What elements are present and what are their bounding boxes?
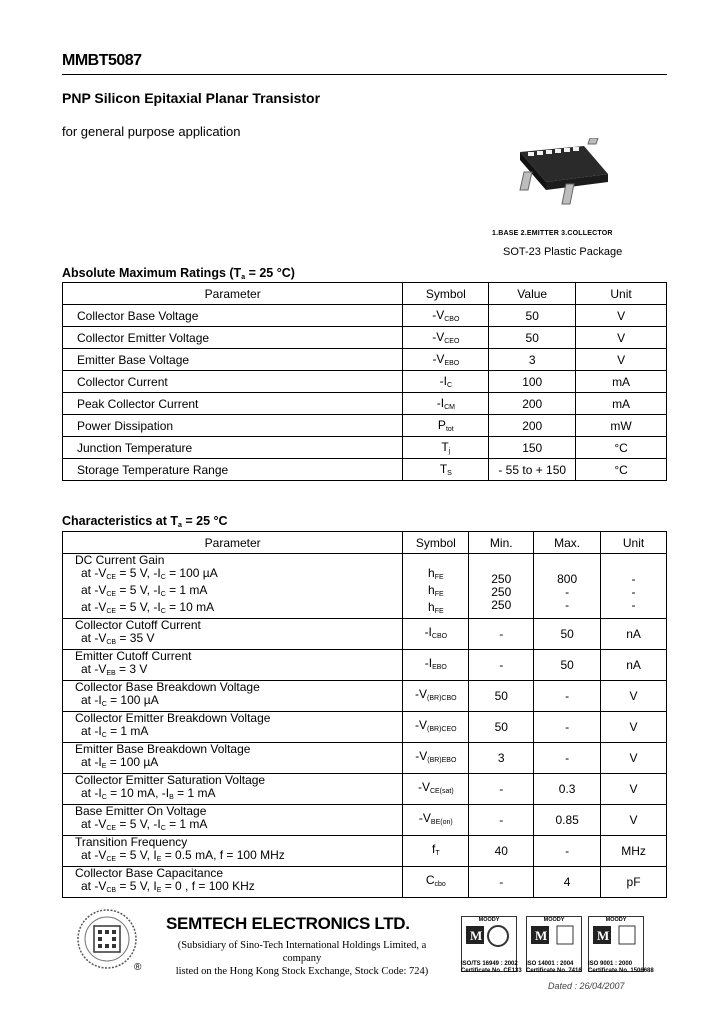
table-row <box>63 743 667 774</box>
max-cell: 4 <box>534 867 601 898</box>
parameter-cell <box>63 774 403 805</box>
iso-9001-cert-badge: MOODY M <box>588 916 644 972</box>
unit-cell: mW <box>576 415 667 437</box>
table-row <box>63 681 667 712</box>
max-cell: 50 <box>534 650 601 681</box>
symbol-cell: $C_{cbo}$ <box>403 867 469 898</box>
column-header: Max. <box>534 532 601 554</box>
value-cell: 150 <box>489 437 576 459</box>
parameter-cell <box>63 619 403 650</box>
table-row <box>63 327 667 349</box>
unit-cell: V <box>576 305 667 327</box>
parameter-label: Collector Base Breakdown Voltage <box>75 680 260 694</box>
header-rule <box>62 74 667 75</box>
symbol-cell: $f_T$ <box>403 836 469 867</box>
table-row <box>63 459 667 481</box>
parameter-label: Transition Frequency <box>75 835 188 849</box>
parameter-cell: Peak Collector Current <box>63 393 403 415</box>
unit-cell: nA <box>601 619 667 650</box>
unit-cell: V <box>601 774 667 805</box>
unit-cell: - - - <box>601 554 667 619</box>
symbol-cell: $-V_{CE(sat)}$ <box>403 774 469 805</box>
min-cell: - <box>469 650 534 681</box>
symbol-cell: $-V_{CEO}$ <box>403 327 489 349</box>
parameter-cell <box>63 681 403 712</box>
device-subtitle: PNP Silicon Epitaxial Planar Transistor <box>62 90 321 106</box>
condition-text: at $-V_{CE} = 5$ V, $-I_C = 10$ mA <box>81 600 215 615</box>
symbol-cell: $P_{tot}$ <box>403 415 489 437</box>
max-cell: 50 <box>534 619 601 650</box>
value-cell: 200 <box>489 415 576 437</box>
unit-cell: V <box>601 712 667 743</box>
sot23-package-image <box>510 138 620 218</box>
parameter-cell <box>63 712 403 743</box>
parameter-label: Base Emitter On Voltage <box>75 804 207 818</box>
min-cell: 50 <box>469 681 534 712</box>
unit-cell: V <box>601 805 667 836</box>
max-cell: - <box>534 836 601 867</box>
max-cell: 800 - - <box>534 554 601 619</box>
symbol-cell: $-V_{(BR)EBO}$ <box>403 743 469 774</box>
svg-text:M: M <box>470 928 483 943</box>
application-text: for general purpose application <box>62 124 241 139</box>
value-cell: 100 <box>489 371 576 393</box>
value-cell: - 55 to + 150 <box>489 459 576 481</box>
cert-caption: ISO 9001 : 2000 Certificate No. 1506688 <box>588 961 654 974</box>
column-header: Symbol <box>403 532 469 554</box>
condition-text: at $-V_{CE} = 5$ V, $-I_C = 100$ µA <box>81 566 218 581</box>
table-row <box>63 371 667 393</box>
condition-text: at $-V_{CE} = 5$ V, $I_E = 0.5$ mA, f = 100 MHz <box>81 848 285 863</box>
symbol-cell: $T_S$ <box>403 459 489 481</box>
unit-cell: V <box>576 349 667 371</box>
parameter-label: Collector Base Capacitance <box>75 866 224 880</box>
unit-cell: mA <box>576 371 667 393</box>
parameter-cell <box>63 743 403 774</box>
package-name: SOT-23 Plastic Package <box>503 246 623 258</box>
iso-ts-16949-cert-badge: MOODY M <box>461 916 517 972</box>
condition-text: at $-V_{CB} = 5$ V, $I_E = 0$ , f = 100 KHz <box>81 879 255 894</box>
parameter-label: Collector Emitter Saturation Voltage <box>75 773 266 787</box>
parameter-cell: Storage Temperature Range <box>63 459 403 481</box>
symbol-cell: $-I_{CBO}$ <box>403 619 469 650</box>
unit-cell: pF <box>601 867 667 898</box>
unit-cell: nA <box>601 650 667 681</box>
table-header-row <box>63 532 667 554</box>
column-header: Parameter <box>63 283 403 305</box>
symbol-cell: $-V_{EBO}$ <box>403 349 489 371</box>
condition-text: at $-V_{EB} = 3$ V <box>81 662 148 677</box>
cert-caption: ISO/TS 16949 : 2002 Certificate No. CE133 <box>461 961 522 974</box>
parameter-label: Collector Emitter Breakdown Voltage <box>75 711 271 725</box>
min-cell: 3 <box>469 743 534 774</box>
abs-max-table <box>62 282 667 481</box>
min-cell: - <box>469 774 534 805</box>
table-row <box>63 415 667 437</box>
parameter-label: DC Current Gain <box>75 553 165 567</box>
symbol-cell: $-V_{(BR)CBO}$ <box>403 681 469 712</box>
table-row <box>63 805 667 836</box>
unit-cell: MHz <box>601 836 667 867</box>
condition-text: at $-V_{CB} = 35$ V <box>81 631 155 646</box>
parameter-cell <box>63 836 403 867</box>
value-cell: 200 <box>489 393 576 415</box>
unit-cell: °C <box>576 459 667 481</box>
column-header: Unit <box>601 532 667 554</box>
value-cell: 50 <box>489 305 576 327</box>
max-cell: - <box>534 743 601 774</box>
characteristics-title: Characteristics at $T_a = 25$ °C <box>62 514 228 529</box>
subsidiary-note: (Subsidiary of Sino-Tech International Holdings Limited, a company listed on the Hong Kong Stock Exchange, Stock Code: 724) <box>175 940 429 977</box>
max-cell: - <box>534 712 601 743</box>
table-row <box>63 619 667 650</box>
parameter-cell: Collector Current <box>63 371 403 393</box>
max-cell: 0.85 <box>534 805 601 836</box>
condition-text: at $-I_C = 10$ mA, $-I_B = 1$ mA <box>81 786 216 801</box>
min-cell: 40 <box>469 836 534 867</box>
table-row <box>63 305 667 327</box>
parameter-cell <box>63 805 403 836</box>
table-row <box>63 836 667 867</box>
parameter-cell: Collector Base Voltage <box>63 305 403 327</box>
column-header: Symbol <box>403 283 489 305</box>
symbol-cell: $-V_{BE(on)}$ <box>403 805 469 836</box>
value-cell: 50 <box>489 327 576 349</box>
parameter-cell: Collector Emitter Voltage <box>63 327 403 349</box>
symbol-cell: $T_j$ <box>403 437 489 459</box>
company-name: SEMTECH ELECTRONICS LTD. <box>166 914 410 933</box>
unit-cell: °C <box>576 437 667 459</box>
registered-mark: ® <box>134 962 142 973</box>
min-cell: 250 250 250 <box>469 554 534 619</box>
min-cell: - <box>469 805 534 836</box>
semtech-seal-logo <box>76 908 138 970</box>
min-cell: 50 <box>469 712 534 743</box>
svg-text:M: M <box>535 928 548 943</box>
symbol-cell: $-I_{EBO}$ <box>403 650 469 681</box>
table-row <box>63 650 667 681</box>
symbol-cell: $-I_{CM}$ <box>403 393 489 415</box>
parameter-cell <box>63 554 403 619</box>
column-header: Min. <box>469 532 534 554</box>
symbol-cell: $-I_C$ <box>403 371 489 393</box>
table-row <box>63 349 667 371</box>
abs-max-title: Absolute Maximum Ratings ($T_a = 25$ °C) <box>62 266 295 281</box>
condition-text: at $-I_C = 1$ mA <box>81 724 149 739</box>
svg-text:M: M <box>597 928 610 943</box>
min-cell: - <box>469 619 534 650</box>
table-row <box>63 393 667 415</box>
unit-cell: V <box>601 743 667 774</box>
unit-cell: V <box>601 681 667 712</box>
parameter-label: Emitter Base Breakdown Voltage <box>75 742 251 756</box>
table-row <box>63 554 667 619</box>
symbol-cell: $h_{FE}$ $h_{FE}$ $h_{FE}$ <box>403 554 469 619</box>
parameter-cell <box>63 650 403 681</box>
column-header: Value <box>489 283 576 305</box>
condition-text: at $-V_{CE} = 5$ V, $-I_C = 1$ mA <box>81 583 208 598</box>
package-pin-legend: 1.BASE 2.EMITTER 3.COLLECTOR <box>492 230 613 237</box>
parameter-cell: Emitter Base Voltage <box>63 349 403 371</box>
symbol-cell: $-V_{CBO}$ <box>403 305 489 327</box>
condition-text: at $-I_E = 100$ µA <box>81 755 159 770</box>
dated-stamp: Dated : 26/04/2007 <box>548 981 625 991</box>
column-header: Unit <box>576 283 667 305</box>
parameter-label: Emitter Cutoff Current <box>75 649 192 663</box>
parameter-cell <box>63 867 403 898</box>
parameter-cell: Junction Temperature <box>63 437 403 459</box>
parameter-cell: Power Dissipation <box>63 415 403 437</box>
value-cell: 3 <box>489 349 576 371</box>
parameter-label: Collector Cutoff Current <box>75 618 201 632</box>
unit-cell: V <box>576 327 667 349</box>
max-cell: - <box>534 681 601 712</box>
cert-caption: ISO 14001 : 2004 Certificate No. 7416 <box>526 961 582 974</box>
characteristics-table <box>62 531 667 898</box>
max-cell: 0.3 <box>534 774 601 805</box>
table-row <box>63 712 667 743</box>
min-cell: - <box>469 867 534 898</box>
table-row <box>63 867 667 898</box>
symbol-cell: $-V_{(BR)CEO}$ <box>403 712 469 743</box>
column-header: Parameter <box>63 532 403 554</box>
iso-14001-cert-badge: MOODY M <box>526 916 582 972</box>
unit-cell: mA <box>576 393 667 415</box>
table-row <box>63 774 667 805</box>
table-row <box>63 437 667 459</box>
table-header-row <box>63 283 667 305</box>
condition-text: at $-I_C = 100$ µA <box>81 693 159 708</box>
part-number-title: MMBT5087 <box>62 52 142 69</box>
condition-text: at $-V_{CE} = 5$ V, $-I_C = 1$ mA <box>81 817 208 832</box>
